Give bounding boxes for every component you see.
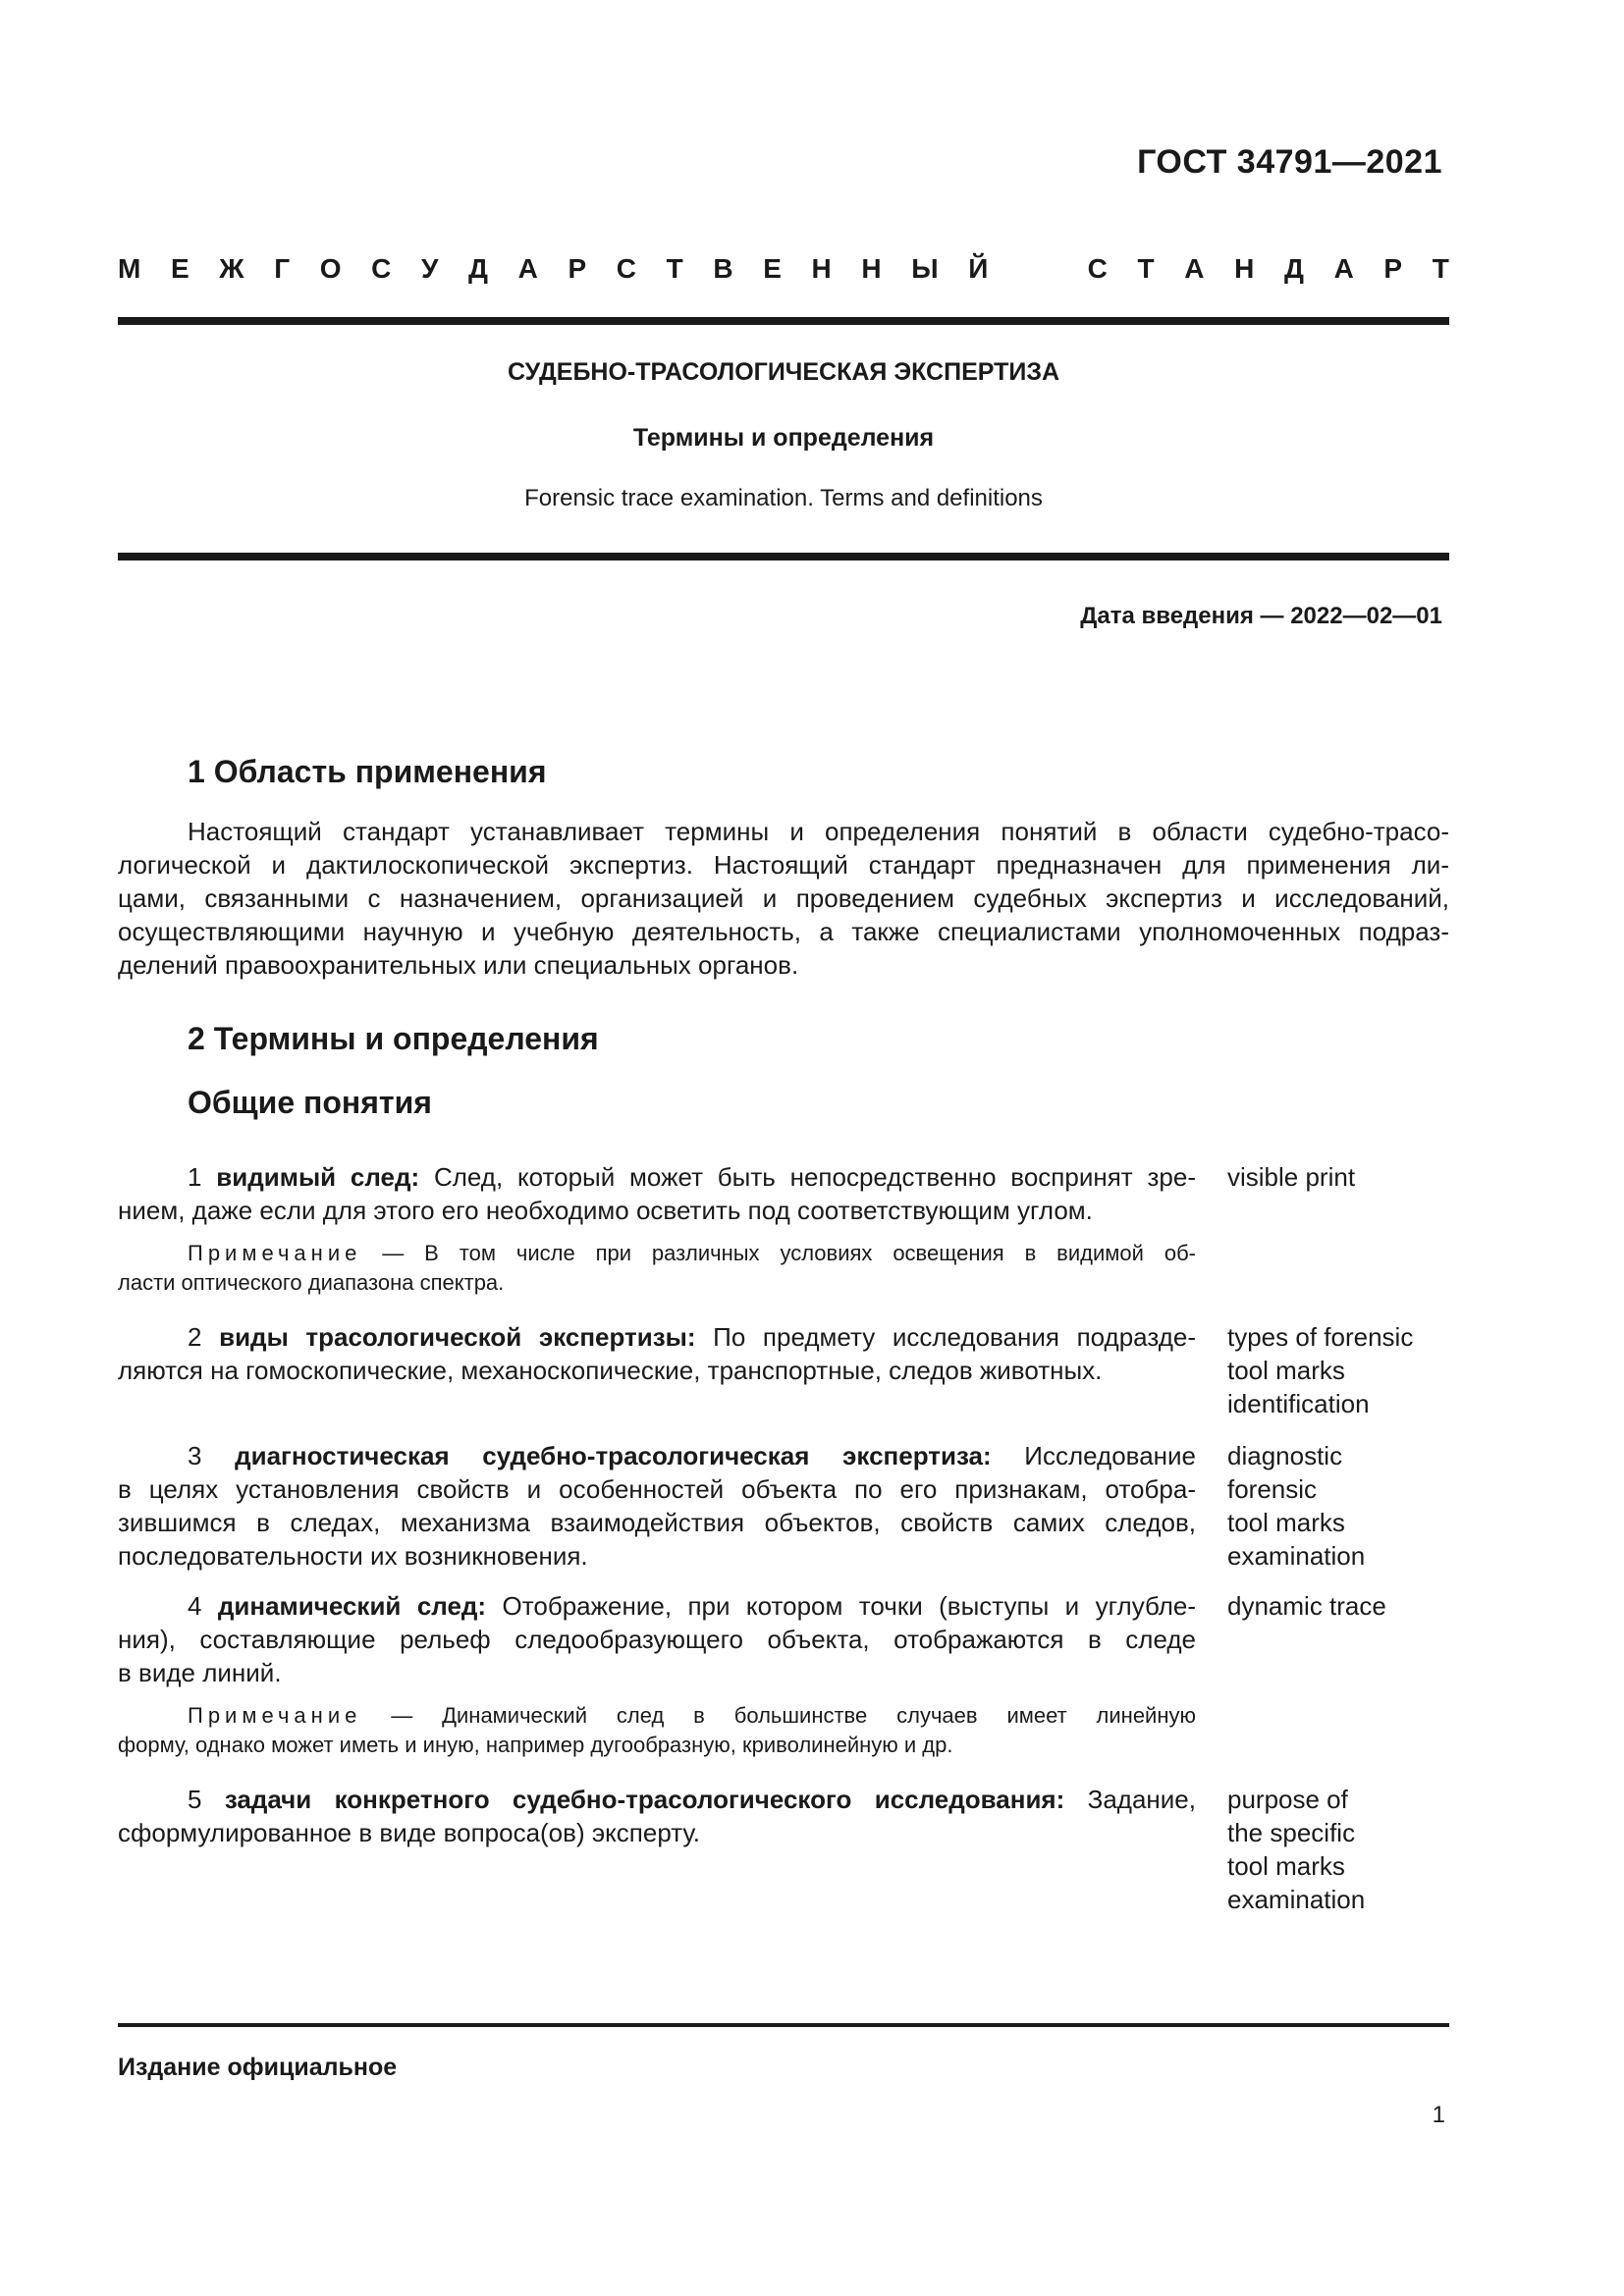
english-term-line: purpose of — [1227, 1785, 1348, 1814]
banner-letter: Р — [568, 253, 587, 284]
note-label: Примечание — [188, 1241, 362, 1265]
banner-letter: Д — [1283, 253, 1304, 284]
term-name: виды трасологической экспертизы: — [219, 1322, 696, 1352]
paragraph-line: Настоящий стандарт устанавливает термины и определения понятий в области судебно-трасо- — [188, 817, 1449, 846]
english-term-line: examination — [1227, 1885, 1366, 1914]
page-number: 1 — [1432, 2102, 1445, 2128]
standard-number: ГОСТ 34791—2021 — [1137, 143, 1442, 181]
term-english — [1227, 1589, 1463, 1623]
term-english — [1227, 1783, 1463, 1916]
banner-letter: С — [371, 253, 392, 284]
banner-letter: М — [118, 253, 141, 284]
term-definition: Отображение, при котором точки (выступы и углубле- — [502, 1591, 1196, 1621]
english-term-line: dynamic trace — [1227, 1591, 1386, 1621]
banner-letter: Т — [1137, 253, 1155, 284]
top-rule — [118, 317, 1449, 325]
introduction-date: Дата введения — 2022—02—01 — [1080, 603, 1442, 629]
banner-letter: О — [319, 253, 342, 284]
banner-letter: Й — [968, 253, 989, 284]
term-english — [1227, 1320, 1463, 1420]
english-term-line: tool marks — [1227, 1851, 1345, 1881]
document-english-title: Forensic trace examination. Terms and definitions — [524, 485, 1043, 511]
section-heading-scope: 1 Область применения — [188, 754, 547, 789]
banner-letter: Т — [1432, 253, 1449, 284]
note-text: — Динамический след в большинстве случаев имеет линейную — [391, 1703, 1196, 1728]
interstate-standard-banner — [118, 253, 1449, 285]
paragraph-line: логической и дактилоскопической экспертиз. Настоящий стандарт предназначен для применения ли- — [118, 850, 1449, 880]
term-name: видимый след: — [216, 1162, 420, 1192]
banner-letter: Е — [170, 253, 189, 284]
note-text: — В том числе при различных условиях освещения в видимой об- — [382, 1241, 1196, 1265]
term-number: 2 — [188, 1322, 202, 1352]
section-heading-terms: 2 Термины и определения — [188, 1021, 599, 1056]
title-rule — [118, 553, 1449, 561]
document-title: СУДЕБНО-ТРАСОЛОГИЧЕСКАЯ ЭКСПЕРТИЗА — [507, 358, 1060, 386]
english-term-line: tool marks — [1227, 1356, 1345, 1385]
term-line — [118, 1439, 1196, 1472]
term-entry — [118, 1783, 1196, 1849]
scope-paragraph — [118, 815, 1449, 982]
note-line — [118, 1701, 1196, 1731]
term-line: сформулированное в виде вопроса(ов) эксперту. — [118, 1818, 701, 1847]
term-definition: Задание, — [1087, 1785, 1196, 1814]
english-term-line: examination — [1227, 1541, 1366, 1571]
paragraph-line: осуществляющими научную и учебную деятельность, а также специалистами уполномоченных подраз- — [118, 917, 1449, 946]
banner-word-gap — [1018, 253, 1057, 285]
banner-letter: Д — [468, 253, 488, 284]
term-number: 1 — [188, 1162, 202, 1192]
term-line: в целях установления свойств и особенностей объекта по его признакам, отобра- — [118, 1474, 1196, 1504]
banner-letter: С — [616, 253, 636, 284]
term-line — [118, 1589, 1196, 1623]
subsection-heading-general: Общие понятия — [188, 1085, 432, 1120]
note-line — [118, 1239, 1196, 1268]
term-line: ния), составляющие рельеф следообразующего объекта, отображаются в следе — [118, 1625, 1196, 1654]
banner-letter: Ж — [219, 253, 244, 284]
term-name: динамический след: — [217, 1591, 487, 1621]
note — [118, 1239, 1196, 1298]
term-number: 5 — [188, 1785, 202, 1814]
term-definition: След, который может быть непосредственно воспринят зре- — [433, 1162, 1196, 1192]
note-line: ласти оптического диапазона спектра. — [118, 1270, 505, 1295]
term-line: зившимся в следах, механизма взаимодействия объектов, свойств самих следов, — [118, 1508, 1196, 1537]
paragraph-line: цами, связанными с назначением, организацией и проведением судебных экспертиз и исследований, — [118, 883, 1449, 913]
term-line — [118, 1783, 1196, 1816]
banner-letter: Р — [1383, 253, 1403, 284]
term-line: последовательности их возникновения. — [118, 1541, 588, 1571]
banner-letter: У — [420, 253, 439, 284]
term-line — [118, 1160, 1196, 1194]
english-term-line: the specific — [1227, 1818, 1356, 1847]
banner-letter: С — [1087, 253, 1108, 284]
footer-rule — [118, 2023, 1449, 2027]
english-term-line: visible print — [1227, 1162, 1356, 1192]
banner-letter: Ы — [911, 253, 939, 284]
banner-letter: Н — [861, 253, 882, 284]
banner-letter: А — [1333, 253, 1354, 284]
official-edition-label: Издание официальное — [118, 2054, 398, 2081]
paragraph-line: делений правоохранительных или специальных органов. — [118, 950, 799, 980]
term-entry — [118, 1589, 1196, 1689]
banner-letter: А — [517, 253, 538, 284]
term-definition: Исследование — [1024, 1441, 1196, 1470]
english-term-line: tool marks — [1227, 1508, 1345, 1537]
term-english — [1227, 1160, 1463, 1194]
note — [118, 1701, 1196, 1760]
banner-letter: Н — [811, 253, 832, 284]
english-term-line: types of forensic — [1227, 1322, 1414, 1352]
banner-letter: Т — [666, 253, 683, 284]
term-name: диагностическая судебно-трасологическая экспертиза: — [235, 1441, 992, 1470]
banner-letter: Г — [274, 253, 291, 284]
term-number: 3 — [188, 1441, 202, 1470]
term-line: нием, даже если для этого его необходимо осветить под соответствующим углом. — [118, 1196, 1093, 1225]
term-english — [1227, 1439, 1463, 1573]
english-term-line: identification — [1227, 1389, 1370, 1418]
term-line — [118, 1320, 1196, 1354]
english-term-line: diagnostic — [1227, 1441, 1343, 1470]
term-definition: По предмету исследования подразде- — [713, 1322, 1196, 1352]
note-line: форму, однако может иметь и иную, например дугообразную, криволинейную и др. — [118, 1733, 953, 1757]
banner-letter: Н — [1234, 253, 1255, 284]
term-line: ляются на гомоскопические, механоскопические, транспортные, следов животных. — [118, 1356, 1103, 1385]
banner-letter: Е — [763, 253, 782, 284]
banner-letter: А — [1184, 253, 1205, 284]
document-subtitle: Термины и определения — [632, 424, 935, 452]
english-term-line: forensic — [1227, 1474, 1318, 1504]
note-label: Примечание — [188, 1703, 362, 1728]
term-entry — [118, 1160, 1196, 1227]
term-line: в виде линий. — [118, 1658, 282, 1687]
term-entry — [118, 1439, 1196, 1573]
term-number: 4 — [188, 1591, 202, 1621]
term-entry — [118, 1320, 1196, 1387]
banner-letter: В — [713, 253, 733, 284]
term-name: задачи конкретного судебно-трасологического исследования: — [224, 1785, 1065, 1814]
